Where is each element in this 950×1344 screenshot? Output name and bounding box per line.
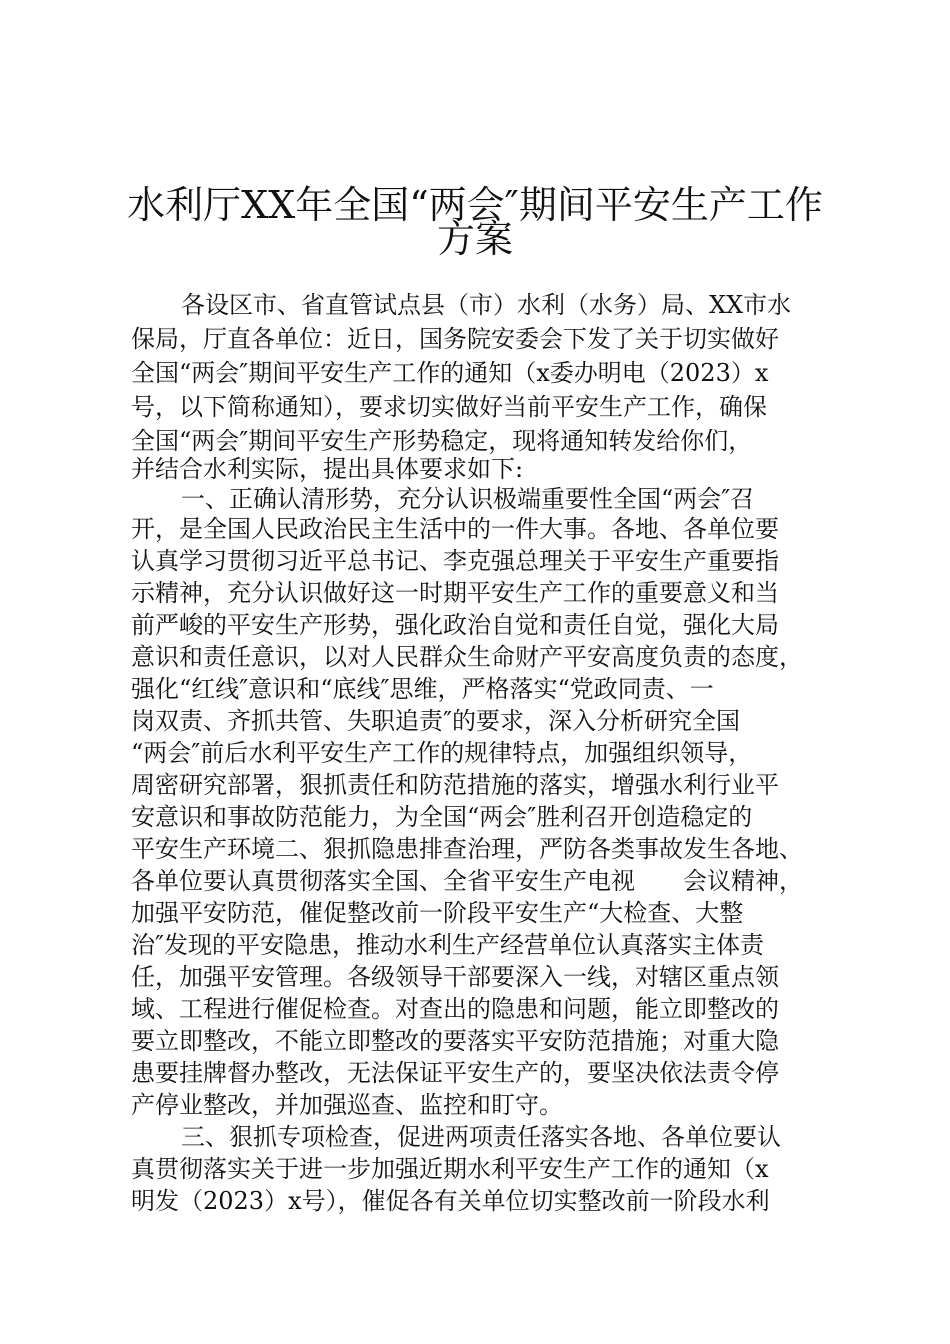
body-line: “两会″前后水利平安生产工作的规律特点，加强组织领导，: [131, 739, 753, 767]
body-line: 一、正确认清形势，充分认识极端重要性全国“两会″召: [181, 485, 755, 513]
body-line: 平安生产环境二、狠抓隐患排查治理，严防各类事故发生各地、: [131, 835, 803, 863]
body-line: 强化“红线″意识和“底线″思维，严格落实“党政同责、一: [131, 675, 714, 703]
body-line: 开，是全国人民政治民主生活中的一件大事。各地、各单位要: [131, 515, 779, 543]
body-line: 域、工程进行催促检查。对查出的隐患和问题，能立即整改的: [131, 995, 779, 1023]
document-title-line-2: 方案: [436, 217, 513, 261]
body-line: 全国“两会″期间平安生产形势稳定，现将通知转发给你们，: [131, 427, 753, 455]
body-line: 各单位要认真贯彻落实全国、全省平安生产电视 会议精神，: [131, 867, 803, 895]
body-line: 明发（2023）x号），催促各有关单位切实整改前一阶段水利: [131, 1187, 770, 1215]
body-line: 保局，厅直各单位：近日，国务院安委会下发了关于切实做好: [131, 325, 779, 353]
body-line: 岗双责、齐抓共管、失职追责″的要求，深入分析研究全国: [131, 707, 740, 735]
document-title-line-1: 水利厅XX年全国“两会″期间平安生产工作: [127, 183, 823, 227]
body-line: 加强平安防范，催促整改前一阶段平安生产“大检查、大整: [131, 899, 744, 927]
body-line: 周密研究部署，狠抓责任和防范措施的落实，增强水利行业平: [131, 771, 779, 799]
body-line: 要立即整改，不能立即整改的要落实平安防范措施；对重大隐: [131, 1027, 779, 1055]
body-line: 安意识和事故防范能力，为全国“两会″胜利召开创造稳定的: [131, 803, 753, 831]
body-line: 并结合水利实际，提出具体要求如下:: [131, 455, 524, 483]
body-line: 认真学习贯彻习近平总书记、李克强总理关于平安生产重要指: [131, 547, 779, 575]
body-line: 真贯彻落实关于进一步加强近期水利平安生产工作的通知（x: [131, 1155, 769, 1183]
body-line: 前严峻的平安生产形势，强化政治自觉和责任自觉，强化大局: [131, 611, 779, 639]
body-line: 任，加强平安管理。各级领导干部要深入一线，对辖区重点领: [131, 963, 779, 991]
body-line: 产停业整改，并加强巡查、监控和盯守。: [131, 1091, 563, 1119]
body-line: 三、狠抓专项检查，促进两项责任落实各地、各单位要认: [181, 1123, 781, 1151]
body-line: 各设区市、省直管试点县（市）水利（水务）局、XX市水: [181, 291, 792, 319]
body-line: 号，以下简称通知），要求切实做好当前平安生产工作，确保: [131, 393, 767, 421]
body-line: 意识和责任意识，以对人民群众生命财产平安高度负责的态度，: [131, 643, 803, 671]
body-line: 治″发现的平安隐患，推动水利生产经营单位认真落实主体责: [131, 931, 764, 959]
body-line: 示精神，充分认识做好这一时期平安生产工作的重要意义和当: [131, 579, 779, 607]
body-line: 全国“两会″期间平安生产工作的通知（x委办明电（2023）x: [131, 359, 769, 387]
body-line: 患要挂牌督办整改，无法保证平安生产的，要坚决依法责令停: [131, 1059, 779, 1087]
